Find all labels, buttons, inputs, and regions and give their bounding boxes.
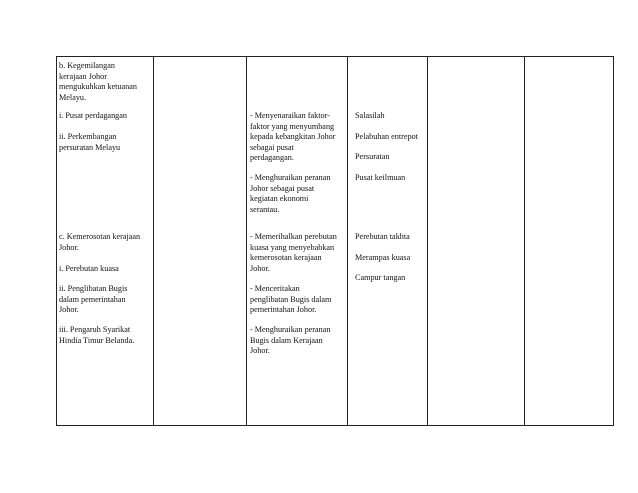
topic-cell: [59, 132, 151, 153]
objective-cell: [250, 173, 345, 215]
concept-text: Persuratan: [355, 152, 390, 161]
objective-cell: [250, 325, 345, 357]
subtopic-text: iii. Pengaruh Syarikat Hindia Timur Belanda.: [59, 325, 135, 345]
subtopic-text: ii. Perkembangan persuratan Melayu: [59, 132, 121, 152]
concept-cell: [355, 273, 445, 284]
column-divider: [524, 57, 525, 425]
concept-text: Pusat keilmuan: [355, 173, 406, 182]
subtopic-text: i. Perebutan kuasa: [59, 264, 119, 273]
topic-heading: c. Kemerosotan kerajaan Johor.: [59, 232, 141, 252]
concept-cell: [355, 152, 445, 163]
column-divider: [347, 57, 348, 425]
concept-text: Merampas kuasa: [355, 253, 411, 262]
column-divider: [246, 57, 247, 425]
objective-text: - Memerihalkan perebutan kuasa yang menyebabkan kemerosotan kerajaan Johor.: [250, 232, 337, 273]
concept-text: Perebutan takhta: [355, 232, 410, 241]
concept-cell: [355, 111, 445, 122]
objective-cell: [250, 284, 345, 316]
objective-cell: [250, 232, 345, 274]
concept-text: Salasilah: [355, 111, 385, 120]
topic-cell: [59, 264, 151, 275]
column-divider: [153, 57, 154, 425]
topic-cell: [59, 61, 151, 103]
topic-cell: [59, 284, 151, 316]
objective-cell: [250, 111, 345, 164]
objective-text: - Menghuraikan peranan Bugis dalam Kerajaan Johor.: [250, 325, 331, 356]
concept-cell: [355, 173, 445, 184]
subtopic-text: ii. Penglibatan Bugis dalam pemerintahan Johor.: [59, 284, 128, 315]
concept-text: Pelabuhan entrepot: [355, 132, 418, 141]
objective-text: - Menghuraikan peranan Johor sebagai pusat kegiatan ekonomi serantau.: [250, 173, 331, 214]
objective-text: - Menyenaraikan faktor- faktor yang menyumbang kepada kebangkitan Johor sebagai pusat perdagangan.: [250, 111, 336, 163]
topic-cell: [59, 325, 151, 346]
subtopic-text: i. Pusat perdagangan: [59, 111, 127, 120]
topic-cell: [59, 232, 151, 253]
topic-heading: b. Kegemilangan kerajaan Johor mengukuhkan ketuanan Melayu.: [59, 61, 137, 102]
topic-cell: [59, 111, 151, 122]
concept-cell: [355, 253, 445, 264]
objective-text: - Menceritakan penglibatan Bugis dalam pemerintahan Johor.: [250, 284, 332, 315]
concept-cell: [355, 232, 445, 243]
concept-cell: [355, 132, 445, 143]
concept-text: Campur tangan: [355, 273, 406, 282]
